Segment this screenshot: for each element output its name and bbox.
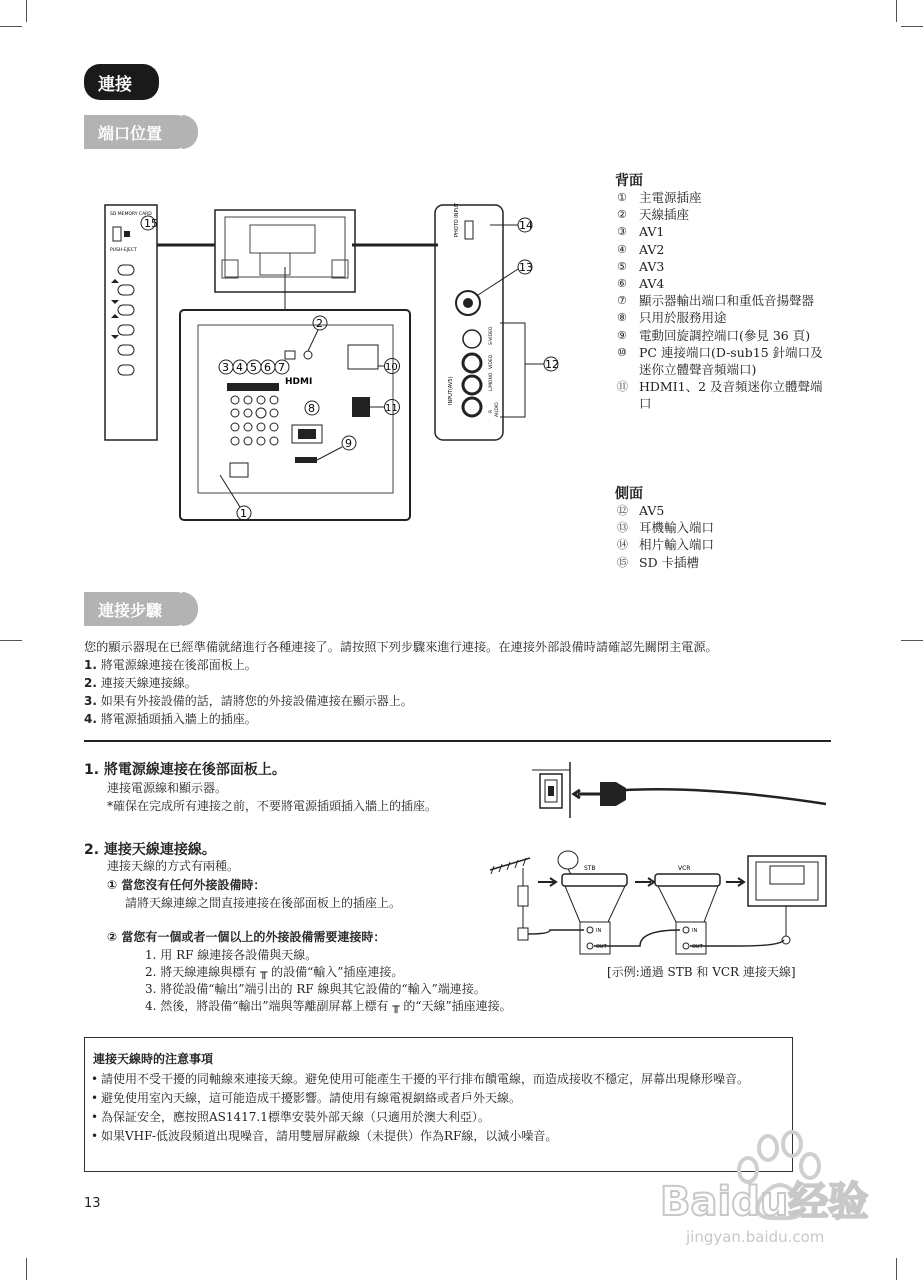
- list-item: ⑤ AV3: [617, 258, 665, 274]
- watermark-logo: [640, 1130, 900, 1260]
- list-item: ⑬ 耳機輸入端口: [617, 520, 715, 536]
- example-caption: [示例:通過 STB 和 VCR 連接天線]: [607, 965, 796, 979]
- svg-text:AUDIO: AUDIO: [495, 402, 500, 417]
- callout-13: 13: [519, 261, 533, 274]
- list-item: ⑩ PC 連接端口(D-sub15 針端口及迷你立體聲音頻端口): [617, 344, 823, 378]
- list-item: ⑥ AV4: [617, 276, 665, 292]
- port-location-diagram: [80, 175, 560, 525]
- step1-title: 1. 將電源線連接在後部面板上。: [84, 762, 286, 778]
- step1-line2: *確保在完成所有連接之前，不要將電源插頭插入牆上的插座。: [107, 799, 438, 813]
- step2-case2-item: 4. 然後，將設備“輸出”端與等離副屏幕上標有 ╥ 的“天線”插座連接。: [145, 999, 512, 1013]
- step2-case2-title: ② 當您有一個或者一個以上的外接設備需要連接時：: [107, 930, 386, 944]
- callout-1: 1: [240, 507, 247, 520]
- svg-text:Baidu经验: Baidu经验: [660, 1179, 869, 1225]
- list-item: ⑪ HDMI1、2 及音頻迷你立體聲端口: [617, 379, 823, 412]
- svg-text:PHOTO INPUT: PHOTO INPUT: [454, 202, 460, 237]
- svg-text:VIDEO: VIDEO: [489, 354, 494, 369]
- section-title: 連接: [84, 64, 159, 100]
- list-item: ⑨ 電動回旋調控端口(參見 36 頁): [617, 327, 811, 343]
- step1-line1: 連接電源線和顯示器。: [107, 781, 228, 795]
- callout-2: 2: [316, 317, 323, 330]
- steps-item-4: 4. 將電源插頭插入牆上的插座。: [84, 712, 257, 726]
- svg-text:SD MEMORY CARD: SD MEMORY CARD: [110, 212, 152, 217]
- svg-text:INPUT(AV5): INPUT(AV5): [448, 376, 454, 405]
- step2-title: 2. 連接天線連接線。: [84, 842, 216, 858]
- side-port-list: [617, 502, 835, 571]
- svg-text:IN: IN: [692, 928, 698, 934]
- callout-3: 3: [222, 361, 229, 374]
- list-item: ② 天線插座: [617, 207, 690, 223]
- callout-8: 8: [308, 402, 315, 415]
- crop-mark: [896, 1258, 897, 1280]
- page-number: 13: [84, 1196, 101, 1211]
- svg-text:IN: IN: [596, 928, 602, 934]
- callout-10: 10: [385, 362, 398, 373]
- crop-mark: [0, 640, 22, 641]
- rear-port-list: [617, 189, 835, 413]
- step2-case2-item: 1. 用 RF 線連接各設備與天線。: [145, 948, 318, 962]
- callout-15: 15: [144, 217, 158, 230]
- step2-line1: 連接天線的方式有兩種。: [107, 859, 240, 873]
- crop-mark: [26, 0, 27, 22]
- callout-6: 6: [264, 361, 271, 374]
- side-heading: 側面: [615, 486, 643, 502]
- step2-case1-text: 請將天線連線之間直接連接在後部面板上的插座上。: [125, 896, 402, 910]
- svg-text:S-VIDEO: S-VIDEO: [489, 326, 494, 345]
- list-item: ③ AV1: [617, 224, 665, 240]
- step2-case2-item: 2. 將天線連線與標有 ╥ 的設備“輸入”插座連接。: [145, 965, 404, 979]
- svg-text:STB: STB: [584, 865, 596, 872]
- callout-14: 14: [519, 219, 533, 232]
- list-item: ⑧ 只用於服務用途: [617, 310, 727, 326]
- svg-text:jingyan.baidu.com: jingyan.baidu.com: [686, 1228, 825, 1246]
- steps-title: 連接步驟: [84, 592, 192, 626]
- list-item: • 為保証安全，應按照AS1417.1標準安裝外部天線（只適用於澳大利亞）。: [91, 1110, 490, 1124]
- crop-mark: [0, 26, 22, 27]
- notes-title: 連接天線時的注意事項: [93, 1052, 214, 1066]
- divider: [84, 740, 831, 742]
- step2-case2-item: 3. 將從設備“輸出”端引出的 RF 線與其它設備的“輸入”端連接。: [145, 982, 486, 996]
- crop-mark: [896, 0, 897, 22]
- list-item: ⑭ 相片輸入端口: [617, 537, 715, 553]
- svg-text:OUT: OUT: [596, 944, 607, 950]
- callout-11: 11: [385, 403, 398, 414]
- power-cord-illustration: [530, 760, 830, 820]
- crop-mark: [26, 1258, 27, 1280]
- steps-item-3: 3. 如果有外接設備的話，請將您的外接設備連接在顯示器上。: [84, 694, 413, 708]
- list-item: ④ AV2: [617, 241, 665, 257]
- list-item: • 請使用不受干擾的同軸線來連接天線。避免使用可能產生干擾的平行排布饋電線，而造成接收不穩定，屏幕出現條形噪音。: [91, 1072, 750, 1086]
- steps-item-1: 1. 將電源線連接在後部面板上。: [84, 658, 257, 672]
- svg-text:L/MONO: L/MONO: [489, 372, 494, 391]
- rear-heading: 背面: [615, 173, 643, 189]
- list-item: ⑫ AV5: [617, 503, 665, 518]
- step2-case1-title: ① 當您沒有任何外接設備時：: [107, 878, 266, 892]
- svg-text:VCR: VCR: [678, 865, 691, 872]
- list-item: ⑦ 顯示器輸出端口和重低音揚聲器: [617, 293, 815, 309]
- list-item: ① 主電源插座: [617, 190, 702, 205]
- steps-intro: 您的顯示器現在已經準備就緒進行各種連接了。請按照下列步驟來進行連接。在連接外部設備時請確認先關閉主電源。: [84, 640, 718, 654]
- crop-mark: [901, 640, 923, 641]
- list-item: ⑮ SD 卡插槽: [617, 554, 700, 570]
- callout-9: 9: [345, 437, 352, 450]
- steps-item-2: 2. 連接天線連接線。: [84, 676, 197, 690]
- svg-text:R: R: [489, 409, 494, 413]
- subsection-title: 端口位置: [84, 115, 192, 149]
- list-item: • 避免使用室內天線，這可能造成干擾影響。請使用有線電視網絡或者戶外天線。: [91, 1091, 522, 1105]
- callout-12: 12: [545, 358, 559, 371]
- svg-text:PUSH-EJECT: PUSH-EJECT: [110, 248, 137, 253]
- crop-mark: [901, 26, 923, 27]
- svg-text:HDMI: HDMI: [285, 377, 313, 387]
- callout-5: 5: [250, 361, 257, 374]
- svg-text:OUT: OUT: [692, 944, 703, 950]
- callout-7: 7: [278, 361, 285, 374]
- antenna-connection-illustration: [480, 848, 830, 958]
- list-item: • 如果VHF-低波段頻道出現噪音，請用雙層屏蔽線（未提供）作為RF線，以減小噪音。: [91, 1129, 558, 1143]
- callout-4: 4: [236, 361, 243, 374]
